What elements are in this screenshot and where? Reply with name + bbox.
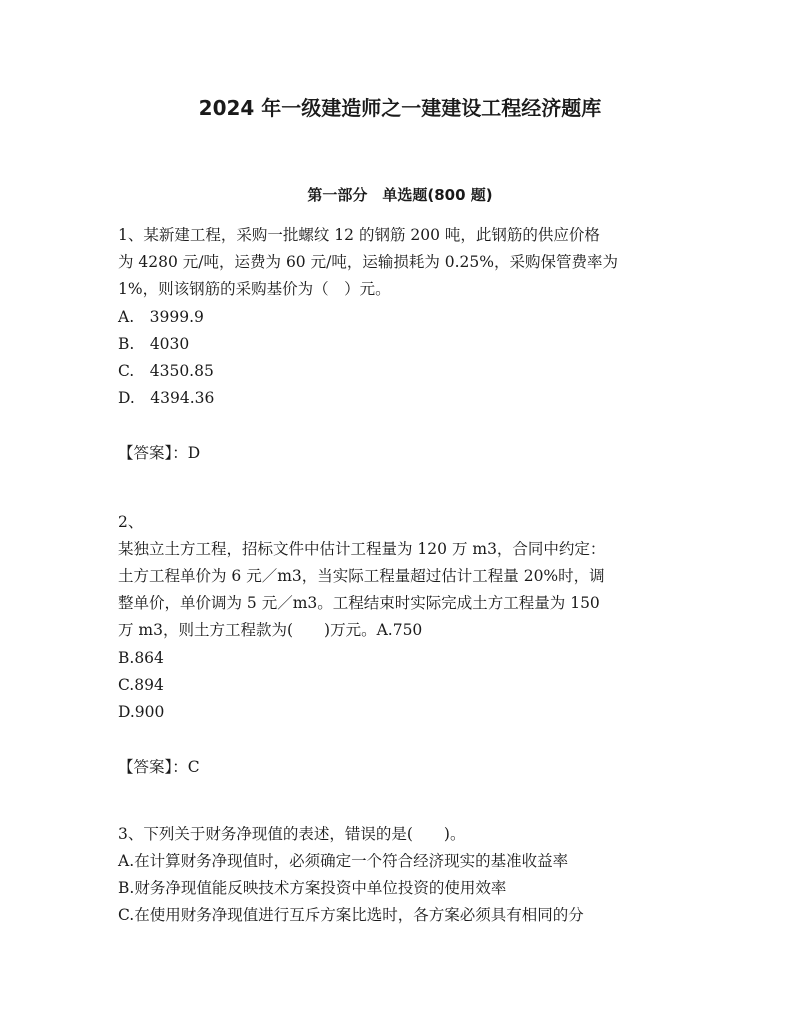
question-1-option-d: D. 4394.36 [118,389,215,407]
section-heading: 第一部分 单选题(800 题) [307,186,493,204]
question-2-answer: 【答案】：C [118,758,200,776]
question-1-stem-line-3: 1%，则该钢筋的采购基价为（ ）元。 [118,280,391,298]
question-2-option-b: B.864 [118,649,164,667]
question-3-stem-line-1: 3、下列关于财务净现值的表述，错误的是( )。 [118,825,466,843]
question-2-stem-line-4: 万 m3，则土方工程款为( )万元。A.750 [118,621,423,639]
question-2-number: 2、 [118,513,144,531]
question-2-stem-line-1: 某独立土方工程，招标文件中估计工程量为 120 万 m3，合同中约定： [118,540,606,558]
question-1-stem-line-2: 为 4280 元/吨，运费为 60 元/吨，运输损耗为 0.25%，采购保管费率为 [118,253,618,271]
question-1-option-b: B. 4030 [118,335,190,353]
question-3-option-c: C.在使用财务净现值进行互斥方案比选时，各方案必须具有相同的分 [118,906,584,924]
question-1-answer: 【答案】：D [118,444,201,462]
question-2-option-c: C.894 [118,676,164,694]
question-3-option-a: A.在计算财务净现值时，必须确定一个符合经济现实的基准收益率 [118,852,569,870]
document-title: 2024 年一级建造师之一建建设工程经济题库 [198,96,602,120]
question-1-option-c: C. 4350.85 [118,362,214,380]
question-2-option-d: D.900 [118,703,165,721]
question-2-stem-line-2: 土方工程单价为 6 元／m3，当实际工程量超过估计工程量 20%时，调 [118,567,605,585]
question-1-stem-line-1: 1、某新建工程，采购一批螺纹 12 的钢筋 200 吨，此钢筋的供应价格 [118,226,600,244]
question-2-stem-line-3: 整单价，单价调为 5 元／m3。工程结束时实际完成土方工程量为 150 [118,594,600,612]
question-1-option-a: A. 3999.9 [118,308,204,326]
question-3-option-b: B.财务净现值能反映技术方案投资中单位投资的使用效率 [118,879,507,897]
